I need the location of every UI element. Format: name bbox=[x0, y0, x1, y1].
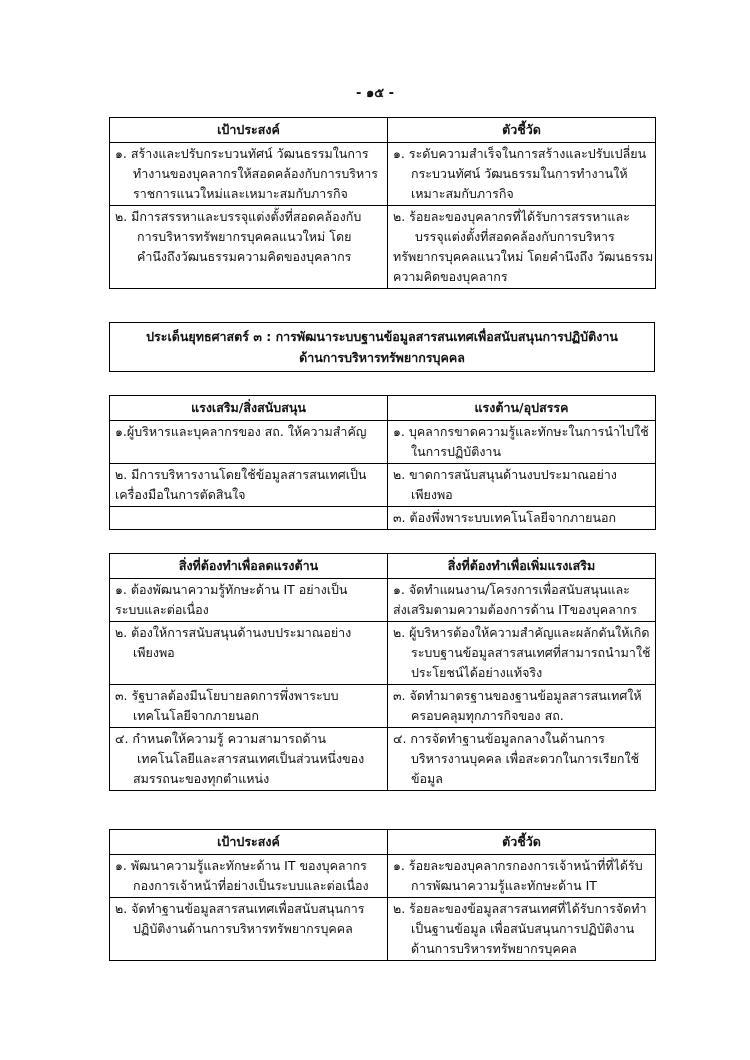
obstacle-cell: ๑. บุคลากรขาดความรู้และทักษะในการนำไปใช้ ในการปฏิบัติงาน bbox=[388, 421, 656, 464]
table-row bbox=[110, 622, 656, 685]
reduce-obstacle-cell: ๑. ต้องพัฒนาความรู้ทักษะด้าน IT อย่างเป็น ระบบและต่อเนื่อง bbox=[110, 579, 388, 622]
strategic-issue-banner bbox=[109, 322, 655, 372]
table-row bbox=[110, 855, 656, 898]
column-header-goals: เป้าประสงค์ bbox=[110, 830, 388, 855]
table-row bbox=[110, 898, 656, 961]
table-row bbox=[110, 728, 656, 791]
table-row bbox=[110, 579, 656, 622]
indicator-cell: ๑. ร้อยละของบุคลากรกองการเจ้าหน้าที่ที่ได้รับ การพัฒนาความรู้และทักษะด้าน IT bbox=[388, 855, 656, 898]
support-cell: ๒. มีการบริหารงานโดยใช้ข้อมูลสารสนเทศเป็น เครื่องมือในการตัดสินใจ bbox=[110, 464, 388, 507]
support-cell: ๑.ผู้บริหารและบุคลากรของ สถ. ให้ความสำคัญ bbox=[110, 421, 388, 464]
table-row bbox=[110, 143, 656, 206]
goal-cell: ๒. จัดทำฐานข้อมูลสารสนเทศเพื่อสนับสนุนการ ปฏิบัติงานด้านการบริหารทรัพยากรบุคคล bbox=[110, 898, 388, 961]
goal-cell: ๒. มีการสรรหาและบรรจุแต่งตั้งที่สอดคล้องกับ การบริหารทรัพยากรบุคคลแนวใหม่ โดย คำนึงถึงวัฒนธรรมความคิดของบุคลากร bbox=[110, 206, 388, 289]
table-row bbox=[110, 421, 656, 464]
reduce-obstacle-cell: ๒. ต้องให้การสนับสนุนด้านงบประมาณอย่าง เพียงพอ bbox=[110, 622, 388, 685]
increase-support-cell: ๒. ผู้บริหารต้องให้ความสำคัญและผลักดันให้เกิด ระบบฐานข้อมูลสารสนเทศที่สามารถนำมาใช้ ประโยชน์ได้อย่างแท้จริง bbox=[388, 622, 656, 685]
goals-indicators-table-1 bbox=[109, 117, 656, 289]
table-row bbox=[110, 507, 656, 530]
increase-support-cell: ๑. จัดทำแผนงาน/โครงการเพื่อสนับสนุนและ ส่งเสริมตามความต้องการด้าน ITของบุคลากร bbox=[388, 579, 656, 622]
strategic-issue-title: ประเด็นยุทธศาสตร์ ๓ : การพัฒนาระบบฐานข้อมูลสารสนเทศเพื่อสนับสนุนการปฏิบัติงาน bbox=[146, 329, 618, 344]
column-header-indicators: ตัวชี้วัด bbox=[388, 830, 656, 855]
table-row bbox=[110, 206, 656, 289]
page-number: - ๑๕ - bbox=[356, 86, 394, 101]
column-header-indicators: ตัวชี้วัด bbox=[388, 118, 656, 143]
reduce-obstacle-cell: ๔. กำหนดให้ความรู้ ความสามารถด้าน เทคโนโลยีและสารสนเทศเป็นส่วนหนึ่งของ สมรรถนะของทุกตำแหน่ง bbox=[110, 728, 388, 791]
increase-support-cell: ๓. จัดทำมาตรฐานของฐานข้อมูลสารสนเทศให้ ครอบคลุมทุกภารกิจของ สถ. bbox=[388, 685, 656, 728]
column-header-obstacles: แรงต้าน/อุปสรรค bbox=[388, 396, 656, 421]
obstacle-cell: ๓. ต้องพึ่งพาระบบเทคโนโลยีจากภายนอก bbox=[388, 507, 656, 530]
obstacle-cell: ๒. ขาดการสนับสนุนด้านงบประมาณอย่าง เพียงพอ bbox=[388, 464, 656, 507]
indicator-cell: ๒. ร้อยละของข้อมูลสารสนเทศที่ได้รับการจัดทำ เป็นฐานข้อมูล เพื่อสนับสนุนการปฏิบัติงาน ด้านการบริหารทรัพยากรบุคคล bbox=[388, 898, 656, 961]
indicator-cell: ๑. ระดับความสำเร็จในการสร้างและปรับเปลี่ยน กระบวนทัศน์ วัฒนธรรมในการทำงานให้ เหมาะสมกับภารกิจ bbox=[388, 143, 656, 206]
column-header-supports: แรงเสริม/สิ่งสนับสนุน bbox=[110, 396, 388, 421]
column-header-increase-supports: สิ่งที่ต้องทำเพื่อเพิ่มแรงเสริม bbox=[388, 554, 656, 579]
actions-table bbox=[109, 553, 656, 791]
column-header-reduce-obstacles: สิ่งที่ต้องทำเพื่อลดแรงต้าน bbox=[110, 554, 388, 579]
goal-cell: ๑. สร้างและปรับกระบวนทัศน์ วัฒนธรรมในการ ทำงานของบุคลากรให้สอดคล้องกับการบริหาร ราชการแนวใหม่และเหมาะสมกับภารกิจ bbox=[110, 143, 388, 206]
supports-obstacles-table bbox=[109, 395, 656, 530]
goal-cell: ๑. พัฒนาความรู้และทักษะด้าน IT ของบุคลากร กองการเจ้าหน้าที่อย่างเป็นระบบและต่อเนื่อง bbox=[110, 855, 388, 898]
reduce-obstacle-cell: ๓. รัฐบาลต้องมีนโยบายลดการพึ่งพาระบบ เทคโนโลยีจากภายนอก bbox=[110, 685, 388, 728]
indicator-cell: ๒. ร้อยละของบุคลากรที่ได้รับการสรรหาและ บรรจุแต่งตั้งที่สอดคล้องกับการบริหาร ทรัพยากรบุคคลแนวใหม่ โดยคำนึงถึง วัฒนธรรม ความคิดของบุคลากร bbox=[388, 206, 656, 289]
goals-indicators-table-2 bbox=[109, 829, 656, 961]
table-row bbox=[110, 464, 656, 507]
increase-support-cell: ๔. การจัดทำฐานข้อมูลกลางในด้านการ บริหารงานบุคคล เพื่อสะดวกในการเรียกใช้ ข้อมูล bbox=[388, 728, 656, 791]
support-cell-empty bbox=[110, 507, 388, 530]
strategic-issue-subtitle: ด้านการบริหารทรัพยากรบุคคล bbox=[299, 350, 465, 365]
table-row bbox=[110, 685, 656, 728]
column-header-goals: เป้าประสงค์ bbox=[110, 118, 388, 143]
